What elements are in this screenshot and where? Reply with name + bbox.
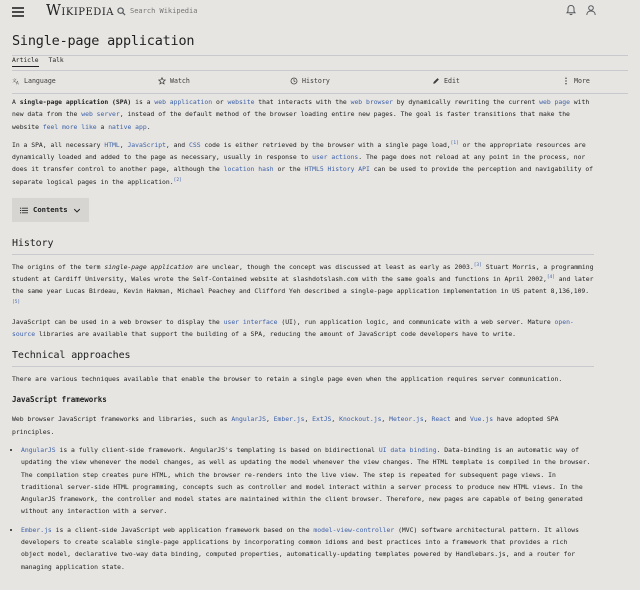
text-run: , — [265, 415, 274, 424]
inline-link[interactable]: CSS — [189, 140, 201, 149]
namespace-tabs — [12, 57, 64, 67]
title-divider — [12, 55, 628, 56]
inline-link[interactable]: HTML — [104, 140, 120, 149]
text-run: have adopted SPA principles. — [12, 415, 559, 436]
inline-link[interactable]: React — [431, 415, 451, 424]
text-run: The origins of the term — [12, 262, 105, 271]
edit-label: Edit — [444, 77, 460, 85]
text-run: , instead of the default method of the browser loading entire new pages. The goal is faster transitions that make the website — [12, 110, 570, 131]
inline-link[interactable]: AngularJS — [21, 445, 56, 454]
chevron-down-icon — [73, 207, 81, 214]
watch-label: Watch — [170, 77, 190, 85]
citation-link[interactable]: [3] — [473, 262, 482, 268]
text-run: with new data from the — [12, 98, 590, 119]
inline-link[interactable]: Meteor.js — [389, 415, 424, 424]
inline-link[interactable]: Ember.js — [21, 525, 52, 534]
text-run: is a fully client-side framework. AngularJS's templating is based on bidirectional — [55, 445, 379, 454]
more-button[interactable] — [562, 77, 590, 85]
frameworks-paragraph — [12, 413, 594, 438]
list-item-angularjs — [21, 444, 594, 518]
notifications-icon[interactable] — [565, 4, 577, 16]
frameworks-list — [12, 444, 594, 573]
contents-label: Contents — [33, 205, 68, 215]
inline-link[interactable]: Ember.js — [273, 415, 305, 424]
citation-link[interactable]: [4] — [546, 274, 555, 280]
inline-link[interactable]: JavaScript — [127, 140, 166, 149]
watch-button[interactable] — [158, 77, 190, 85]
edit-icon — [432, 77, 440, 85]
user-icon[interactable] — [585, 4, 597, 16]
contents-button[interactable] — [12, 198, 89, 222]
text-run: There are various techniques available that enable the browser to retain a single page even when the application requires server communication. — [12, 374, 563, 383]
text-run: is a — [131, 98, 155, 106]
text-run: a — [96, 122, 109, 131]
more-label: More — [574, 77, 590, 85]
text-run: libraries are available that support the building of a SPA, reducing the amount of JavaScript code developers have to write. — [35, 330, 517, 339]
citation-link[interactable]: [5] — [12, 299, 21, 305]
text-run: that interacts with the — [254, 98, 351, 106]
text-run: or the — [273, 165, 305, 174]
text-run: , — [423, 415, 432, 424]
technical-approaches-heading: Technical approaches — [12, 350, 594, 366]
text-run: , — [119, 140, 128, 149]
list-icon — [20, 207, 28, 214]
language-icon — [12, 77, 20, 85]
text-run: , and — [165, 140, 190, 149]
text-run: or the appropriate resources are dynamically loaded and added to the page as necessary, usually in response to — [12, 140, 586, 162]
text-run: code is either retrieved by the browser with a single page load, — [200, 140, 451, 149]
inline-link[interactable]: user actions — [312, 153, 359, 162]
list-item-emberjs — [21, 524, 594, 573]
text-run: . — [146, 122, 151, 131]
history-heading: History — [12, 238, 594, 254]
language-label: Language — [24, 77, 56, 85]
text-run: , — [331, 415, 340, 424]
article-content — [12, 96, 594, 579]
bold-term: single-page application (SPA) — [19, 98, 132, 106]
menu-icon[interactable] — [12, 7, 24, 16]
text-run: can be used to provide the perception and navigability of separate logical pages in the application. — [12, 165, 594, 186]
intro-paragraph-2 — [12, 139, 594, 188]
history-icon — [290, 77, 298, 85]
inline-link[interactable]: AngularJS — [231, 415, 266, 424]
text-run: (UI), run application logic, and communicate with a web server. Mature — [277, 317, 555, 326]
text-run: Web browser JavaScript frameworks and libraries, such as — [12, 415, 232, 424]
inline-link[interactable]: user interface — [223, 317, 278, 326]
tab-article[interactable]: Article — [12, 57, 39, 67]
text-run: , — [304, 415, 313, 424]
inline-link[interactable]: UI data binding — [378, 445, 437, 454]
text-run: A — [12, 98, 20, 106]
text-run: JavaScript can be used in a web browser to display the — [12, 317, 224, 326]
history-label: History — [302, 77, 330, 85]
citation-link[interactable]: [1] — [450, 140, 459, 146]
text-run: (MVC) software architectural pattern. It allows developers to create scalable single-page applications by incorporating common idioms and best practices into a framework that provides a rich object model, declarative two-way data binding, computed properties, automatically-updating templates powered by Handlebars.js, and a router for managing application state. — [21, 525, 579, 571]
top-header — [0, 0, 640, 22]
text-run: Stuart Morris, a programming student at Cardiff University, Wales wrote the Self-Contained website at slashdotslash.com with the same goals and functions in April 2002, — [12, 262, 594, 283]
inline-link[interactable]: model-view-controller — [313, 525, 395, 534]
inline-link[interactable]: web browser — [350, 98, 393, 106]
inline-link[interactable]: open-source — [12, 317, 574, 339]
inline-link[interactable]: native app — [108, 122, 147, 131]
text-run: by dynamically rewriting the current — [392, 98, 540, 106]
search-box[interactable] — [117, 4, 237, 18]
text-run: . Data-binding is an automatic way of updating the view whenever the model changes, as well as updating the model whenever the view changes. The HTML template is compiled in the browser. The compilation step creates pure HTML, which the browser re-renders into the live view. The step is repeated for subsequent page views. In traditional server-side HTML programming, concepts such as controller and model interact within a server process to produce new HTML views. In the AngularJS framework, the controller and model states are maintained within the client browser. Therefore, new pages are capable of being generated without any interaction with a server. — [21, 445, 591, 516]
citation-link[interactable]: [2] — [173, 177, 182, 183]
search-input[interactable] — [130, 7, 230, 15]
text-run: . The page does not reload at any point in the process, nor does it transfer control to another page, although the — [12, 153, 586, 174]
italic-term: single-page application — [104, 262, 193, 271]
inline-link[interactable]: web application — [154, 98, 213, 106]
inline-link[interactable]: feel more like — [42, 122, 97, 131]
text-run: , — [381, 415, 390, 424]
history-paragraph-2 — [12, 316, 594, 341]
page-title: Single-page application — [12, 33, 195, 49]
text-run: and — [450, 415, 470, 424]
star-icon — [158, 77, 166, 85]
inline-link[interactable]: HTML5 History API — [304, 165, 370, 174]
language-button[interactable] — [12, 77, 56, 85]
inline-link[interactable]: web page — [539, 98, 570, 106]
inline-link[interactable]: ExtJS — [312, 415, 332, 424]
svg-text:文: 文 — [12, 78, 17, 84]
text-run: are unclear, though the concept was discussed at least as early as 2003. — [192, 262, 474, 271]
text-run: is a client-side JavaScript web application framework based on the — [51, 525, 314, 534]
technical-paragraph — [12, 373, 594, 385]
page-actions-toolbar — [12, 70, 628, 94]
text-run: or — [212, 98, 228, 106]
inline-link[interactable]: Knockout.js — [339, 415, 382, 424]
more-icon — [562, 77, 570, 85]
text-run: In a SPA, all necessary — [12, 140, 105, 149]
edit-button[interactable] — [432, 77, 460, 85]
text-run: and later the same year Lucas Birdeau, Kevin Hakman, Michael Peachey and Clifford Yeh described a single-page application implementation in US patent 8,136,109. — [12, 274, 594, 296]
wikipedia-logo[interactable]: Wikipedia — [46, 3, 114, 19]
search-icon[interactable] — [117, 7, 126, 16]
svg-text:A: A — [16, 80, 19, 85]
intro-paragraph-1 — [12, 96, 594, 133]
inline-link[interactable]: Vue.js — [469, 415, 494, 424]
inline-link[interactable]: location hash — [223, 165, 274, 174]
tab-talk[interactable]: Talk — [48, 57, 64, 64]
inline-link[interactable]: website — [227, 98, 255, 106]
history-paragraph-1 — [12, 261, 594, 310]
history-button[interactable] — [290, 77, 330, 85]
javascript-frameworks-heading: JavaScript frameworks — [12, 395, 107, 405]
inline-link[interactable]: web server — [81, 110, 120, 119]
